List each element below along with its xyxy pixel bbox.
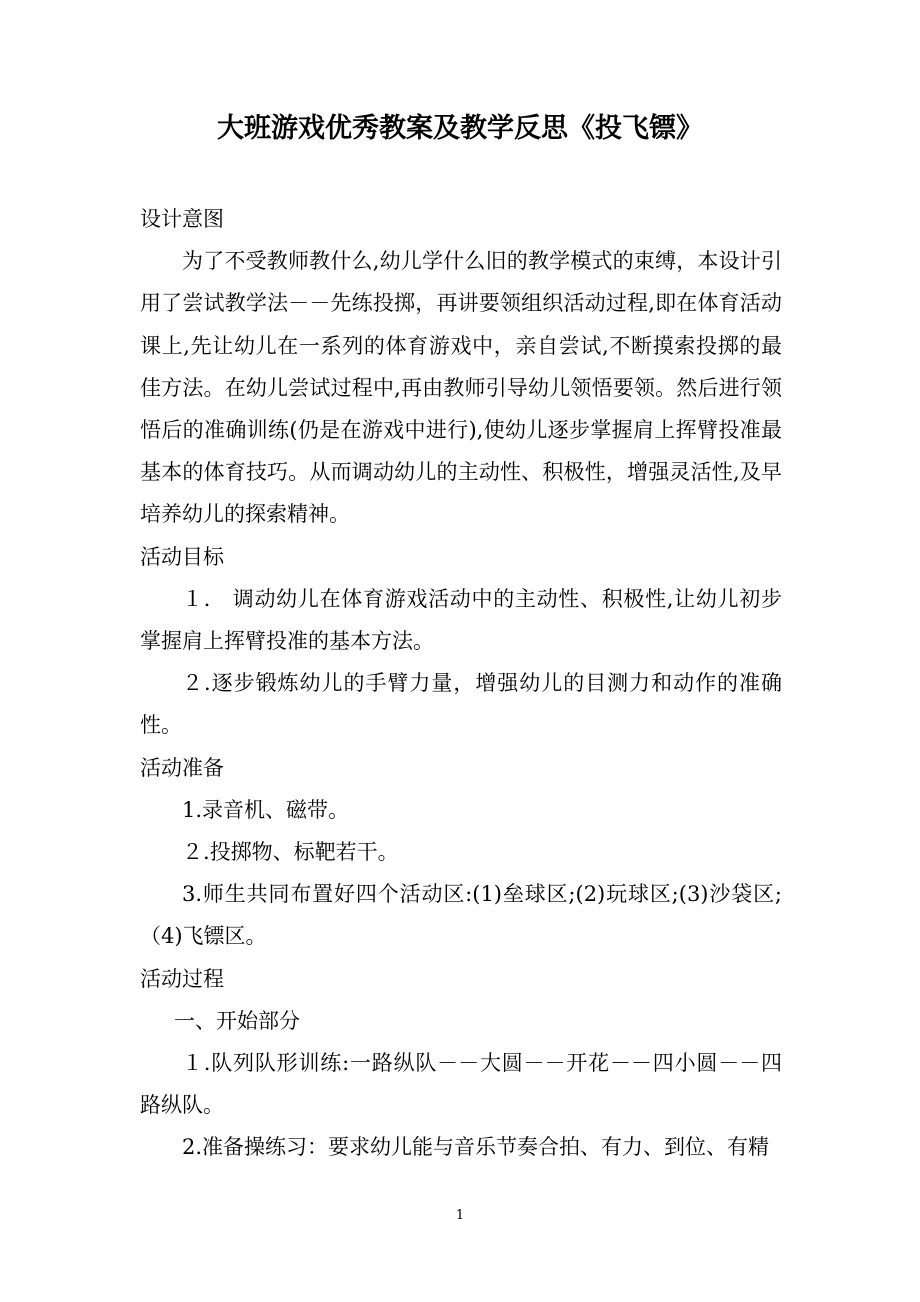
- document-title: 大班游戏优秀教案及教学反思《投飞镖》: [217, 113, 703, 144]
- process-item-1: １.队列队形训练:一路纵队－－大圆－－开花－－四小圆－－四路纵队。: [140, 1051, 782, 1118]
- goal-item-2: ２.逐步锻炼幼儿的手臂力量，增强幼儿的目测力和动作的准确性。: [140, 671, 782, 738]
- section-heading-activity-process: 活动过程: [140, 966, 224, 991]
- process-item-2: 2.准备操练习：要求幼儿能与音乐节奏合拍、有力、到位、有精: [182, 1135, 770, 1160]
- preparation-item-2: ２.投掷物、标靶若干。: [182, 840, 399, 865]
- design-intent-paragraph: 为了不受教师教什么,幼儿学什么旧的教学模式的束缚，本设计引用了尝试教学法－－先练投掷，再讲要领组织活动过程,即在体育活动课上,先让幼儿在一系列的体育游戏中，亲自尝试,不断摸索投掷的最佳方法。在幼儿尝试过程中,再由教师引导幼儿领悟要领。然后进行领悟后的准确训练(仍是在游戏中进行),使幼儿逐步掌握肩上挥臂投准最基本的体育技巧。从而调动幼儿的主动性、积极性，增强灵活性,及早培养幼儿的探索精神。: [140, 249, 782, 527]
- section-heading-design-intent: 设计意图: [140, 207, 224, 231]
- preparation-item-1: 1.录音机、磁带。: [182, 797, 350, 822]
- process-part-heading: 一、开始部分: [174, 1008, 300, 1033]
- document-body: [140, 198, 782, 1169]
- preparation-item-3: 3.师生共同布置好四个活动区:(1)垒球区;(2)玩球区;(3)沙袋区;（4)飞镖区。: [140, 882, 782, 949]
- page-number: 1: [455, 1208, 465, 1223]
- section-heading-activity-preparation: 活动准备: [140, 755, 224, 780]
- goal-item-1: １． 调动幼儿在体育游戏活动中的主动性、积极性,让幼儿初步掌握肩上挥臂投准的基本方法。: [140, 586, 782, 654]
- section-heading-activity-goals: 活动目标: [140, 544, 224, 569]
